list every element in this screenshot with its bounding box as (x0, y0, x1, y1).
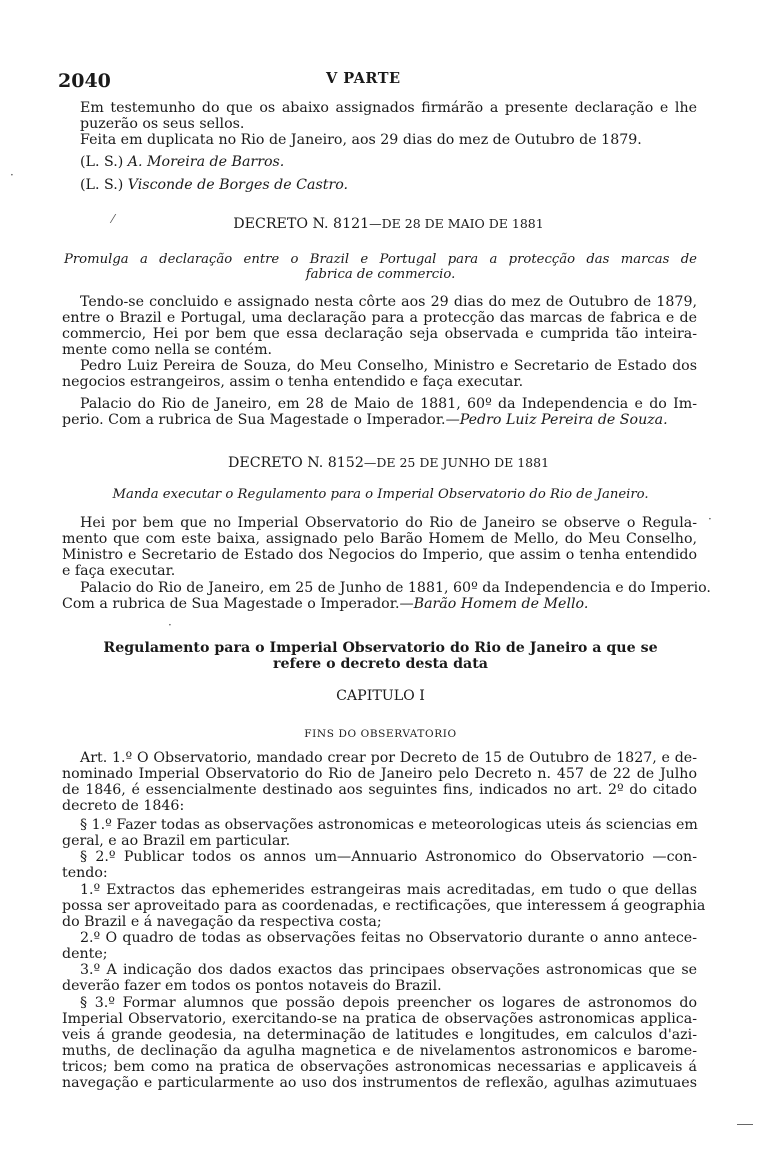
decree-heading (80, 215, 697, 233)
decree-body-line: commercio, Hei por bem que essa declaração seja observada e cumprida tão inteira- (62, 326, 697, 342)
decree-body-line: e faça executar. (62, 563, 176, 579)
decree-body-line: Tendo-se concluido e assignado nesta côrte aos 29 dias do mez de Outubro de 1879, (80, 294, 697, 310)
regulation-line: tricos; bem como na pratica de observações astronomicas necessarias e applicaveis á (62, 1059, 697, 1075)
signature-line-2 (80, 177, 348, 194)
decree-body-line: entre o Brazil e Portugal, uma declaração para a protecção das marcas de fabrica e de (62, 310, 697, 326)
regulation-line: do Brazil e á navegação da respectiva costa; (62, 914, 382, 930)
scan-speck: · (10, 168, 14, 182)
closing-line-2: puzerão os seus sellos. (80, 116, 245, 132)
decree-closing-line (62, 412, 668, 429)
scan-speck: · (708, 512, 712, 526)
signatory-name: A. Moreira de Barros. (127, 154, 285, 170)
regulation-line: 2.º O quadro de todas as observações feitas no Observatorio durante o anno antece- (80, 930, 697, 946)
regulation-line: de 1846, é essencialmente destinado aos seguintes fins, indicados no art. 2º do citado (62, 782, 697, 798)
seal-mark: (L. S.) (80, 177, 124, 193)
decree-body-line: mente como nella se contém. (62, 342, 273, 358)
decree-body-line: negocios estrangeiros, assim o tenha entendido e faça executar. (62, 374, 524, 390)
section-title: FINS DO OBSERVATORIO (304, 728, 457, 740)
chapter-title: CAPITULO I (336, 688, 425, 704)
running-title: V PARTE (326, 70, 401, 87)
regulation-heading-line: refere o decreto desta data (273, 656, 488, 672)
scan-speck (737, 1124, 753, 1125)
signatory-name: Visconde de Borges de Castro. (127, 177, 349, 193)
regulation-line: § 3.º Formar alumnos que possão depois preencher os logares de astronomos do (80, 995, 697, 1011)
regulation-line: decreto de 1846: (62, 798, 185, 814)
regulation-line: 1.º Extractos das ephemerides estrangeiras mais acreditadas, em tudo o que dellas (80, 882, 697, 898)
signature-line-1 (80, 154, 284, 171)
regulation-line: tendo: (62, 865, 108, 881)
decree-body-text: perio. Com a rubrica de Sua Magestade o Imperador. (62, 412, 446, 428)
decree-closing-line (62, 596, 588, 613)
decree-body-line: mento que com este baixa, assignado pelo Barão Homem de Mello, do Meu Conselho, (62, 531, 697, 547)
decree-body-line: Ministro e Secretario de Estado dos Negocios do Imperio, que assim o tenha entendido (62, 547, 697, 563)
decree-date: —DE 28 DE MAIO DE 1881 (369, 216, 544, 231)
regulation-line: 3.º A indicação dos dados exactos das principaes observações astronomicas que se (80, 962, 697, 978)
decree-date: —DE 25 DE JUNHO DE 1881 (363, 455, 550, 470)
regulation-line: possa ser aproveitado para as coordenadas, e rectificações, que interessem á geographia (62, 898, 706, 914)
decree-number: DECRETO N. 8121 (233, 216, 370, 232)
decree-body-text: Com a rubrica de Sua Magestade o Imperador. (62, 596, 400, 612)
decree-body-line: Hei por bem que no Imperial Observatorio do Rio de Janeiro se observe o Regula- (80, 515, 697, 531)
scan-speck: · (168, 618, 172, 632)
decree-signature: —Pedro Luiz Pereira de Souza. (445, 412, 668, 428)
decree-summary-line: fabrica de commercio. (305, 267, 456, 282)
closing-line-3: Feita em duplicata no Rio de Janeiro, aos 29 dias do mez de Outubro de 1879. (80, 132, 642, 148)
regulation-line: dente; (62, 946, 108, 962)
decree-summary-line: Manda executar o Regulamento para o Imperial Observatorio do Rio de Janeiro. (112, 487, 649, 502)
seal-mark: (L. S.) (80, 154, 124, 170)
regulation-line: Art. 1.º O Observatorio, mandado crear por Decreto de 15 de Outubro de 1827, e de- (80, 750, 697, 766)
page-number: 2040 (58, 70, 111, 92)
scan-speck: ⁄ (112, 212, 115, 226)
closing-line-1: Em testemunho do que os abaixo assignados firmárão a presente declaração e lhe (80, 100, 697, 116)
regulation-line: § 1.º Fazer todas as observações astronomicas e meteorologicas uteis ás sciencias em (80, 817, 698, 833)
decree-body-line: Palacio do Rio de Janeiro, em 25 de Junho de 1881, 60º da Independencia e do Imperio. (80, 580, 711, 596)
regulation-line: navegação e particularmente ao uso dos instrumentos de reflexão, agulhas azimutuaes (62, 1075, 697, 1091)
decree-heading (80, 454, 697, 472)
regulation-line: geral, e ao Brazil em particular. (62, 833, 291, 849)
regulation-line: veis á grande geodesia, na determinação de latitudes e longitudes, em calculos d'azi- (62, 1027, 697, 1043)
regulation-line: § 2.º Publicar todos os annos um—Annuario Astronomico do Observatorio —con- (80, 849, 697, 865)
decree-body-line: Palacio do Rio de Janeiro, em 28 de Maio de 1881, 60º da Independencia e do Im- (80, 396, 697, 412)
regulation-line: muths, de declinação da agulha magnetica e de nivelamentos astronomicos e barome- (62, 1043, 697, 1059)
regulation-line: deverão fazer em todos os pontos notaveis do Brazil. (62, 978, 442, 994)
decree-signature: —Barão Homem de Mello. (399, 596, 589, 612)
regulation-line: Imperial Observatorio, exercitando-se na pratica de observações astronomicas applica- (62, 1011, 697, 1027)
decree-number: DECRETO N. 8152 (227, 455, 364, 471)
decree-body-line: Pedro Luiz Pereira de Souza, do Meu Conselho, Ministro e Secretario de Estado dos (80, 358, 697, 374)
regulation-line: nominado Imperial Observatorio do Rio de Janeiro pelo Decreto n. 457 de 22 de Julho (62, 766, 697, 782)
regulation-heading-line: Regulamento para o Imperial Observatorio do Rio de Janeiro a que se (103, 640, 658, 656)
decree-summary-line: Promulga a declaração entre o Brazil e Portugal para a protecção das marcas de (64, 252, 697, 267)
